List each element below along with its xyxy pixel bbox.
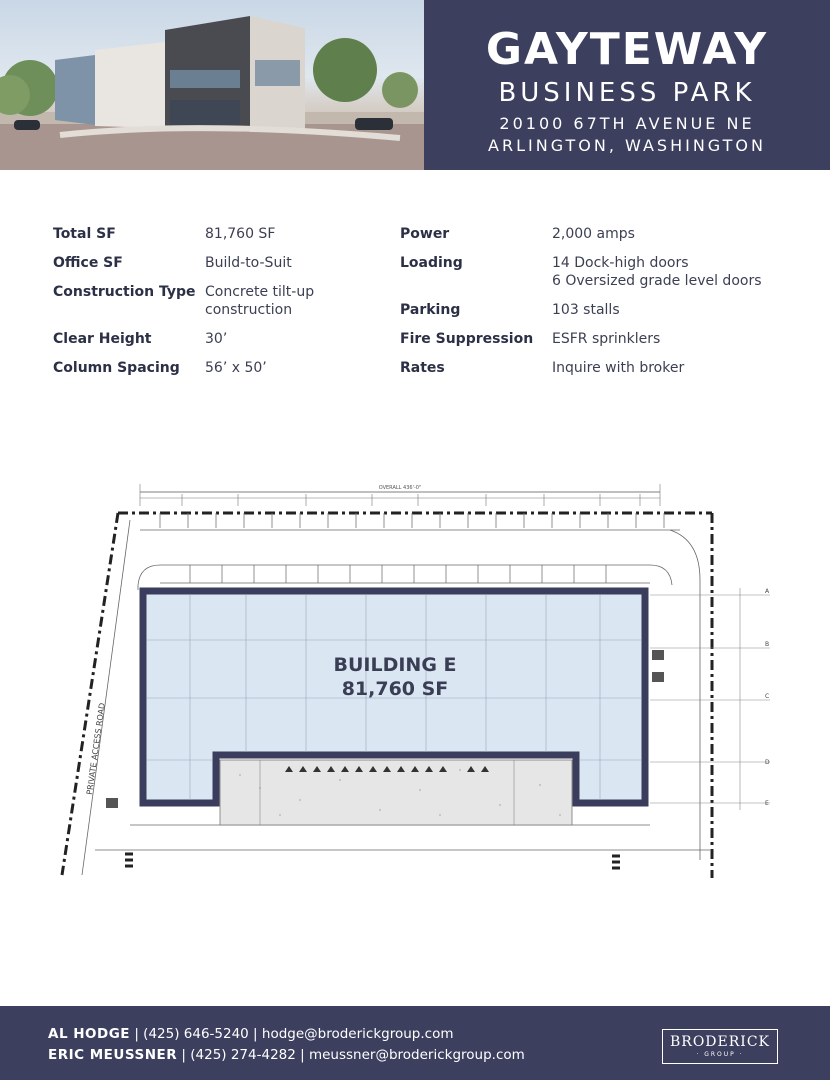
spec-row-construction-type [53, 283, 345, 319]
spec-label: Office SF [53, 255, 123, 271]
grid-letter-a: A [765, 588, 770, 595]
spec-label: Construction Type [53, 284, 196, 300]
spec-value: 56’ x 50’ [205, 360, 267, 376]
contact-name: ERIC MEUSSNER [48, 1047, 178, 1063]
spec-row-total-sf [53, 225, 345, 243]
contact-eric-meussner [48, 1047, 525, 1063]
logo-subtext: · GROUP · [696, 1051, 744, 1058]
site-plan [0, 470, 830, 890]
spec-value: Inquire with broker [552, 360, 685, 376]
building-rendering-image [0, 0, 424, 170]
specs-left-column [53, 225, 345, 388]
spec-row-clear-height [53, 330, 345, 348]
spec-value: 30’ [205, 331, 228, 347]
broderick-logo [662, 1029, 778, 1064]
spec-row-rates [400, 359, 792, 377]
spec-label: Rates [400, 360, 445, 376]
contact-al-hodge [48, 1026, 454, 1042]
park-title: GAYTEWAY [485, 24, 769, 75]
spec-label: Fire Suppression [400, 331, 534, 347]
building-name: BUILDING E [333, 654, 457, 676]
road-label: PRIVATE ACCESS ROAD [85, 702, 107, 796]
grid-letter-c: C [765, 693, 770, 700]
grid-letter-d: D [765, 759, 770, 766]
spec-label: Column Spacing [53, 360, 180, 376]
spec-row-parking [400, 301, 792, 319]
spec-value: Concrete tilt-up construction [205, 284, 315, 318]
grid-letter-b: B [765, 641, 770, 648]
park-subtitle: BUSINESS PARK [498, 78, 756, 108]
spec-value: 103 stalls [552, 302, 620, 318]
building-square-footage: 81,760 SF [341, 678, 449, 700]
title-banner [424, 0, 830, 170]
spec-value: 81,760 SF [205, 226, 276, 242]
spec-label: Loading [400, 255, 463, 271]
address-line-2: ARLINGTON, WASHINGTON [488, 136, 766, 155]
contact-info[interactable]: | (425) 646-5240 | hodge@broderickgroup.com [130, 1026, 454, 1042]
spec-label: Power [400, 226, 450, 242]
spec-value: ESFR sprinklers [552, 331, 661, 347]
spec-value: 14 Dock-high doors 6 Oversized grade level doors [552, 255, 762, 289]
specs-right-column [400, 225, 792, 388]
logo-wordmark: BRODERICK [670, 1034, 770, 1050]
spec-row-power [400, 225, 792, 243]
spec-value: Build-to-Suit [205, 255, 292, 271]
address-line-1: 20100 67TH AVENUE NE [499, 114, 755, 133]
contact-info[interactable]: | (425) 274-4282 | meussner@broderickgroup.com [177, 1047, 525, 1063]
contact-name: AL HODGE [48, 1026, 131, 1042]
contact-footer [0, 1006, 830, 1080]
spec-value: 2,000 amps [552, 226, 635, 242]
spec-label: Parking [400, 302, 461, 318]
overall-dimension: OVERALL 436'-0" [378, 485, 422, 491]
building-label [290, 653, 500, 701]
spec-row-loading [400, 254, 792, 290]
grid-letter-e: E [765, 800, 769, 807]
spec-row-column-spacing [53, 359, 345, 377]
spec-row-fire-suppression [400, 330, 792, 348]
spec-row-office-sf [53, 254, 345, 272]
spec-label: Clear Height [53, 331, 152, 347]
spec-label: Total SF [53, 226, 116, 242]
